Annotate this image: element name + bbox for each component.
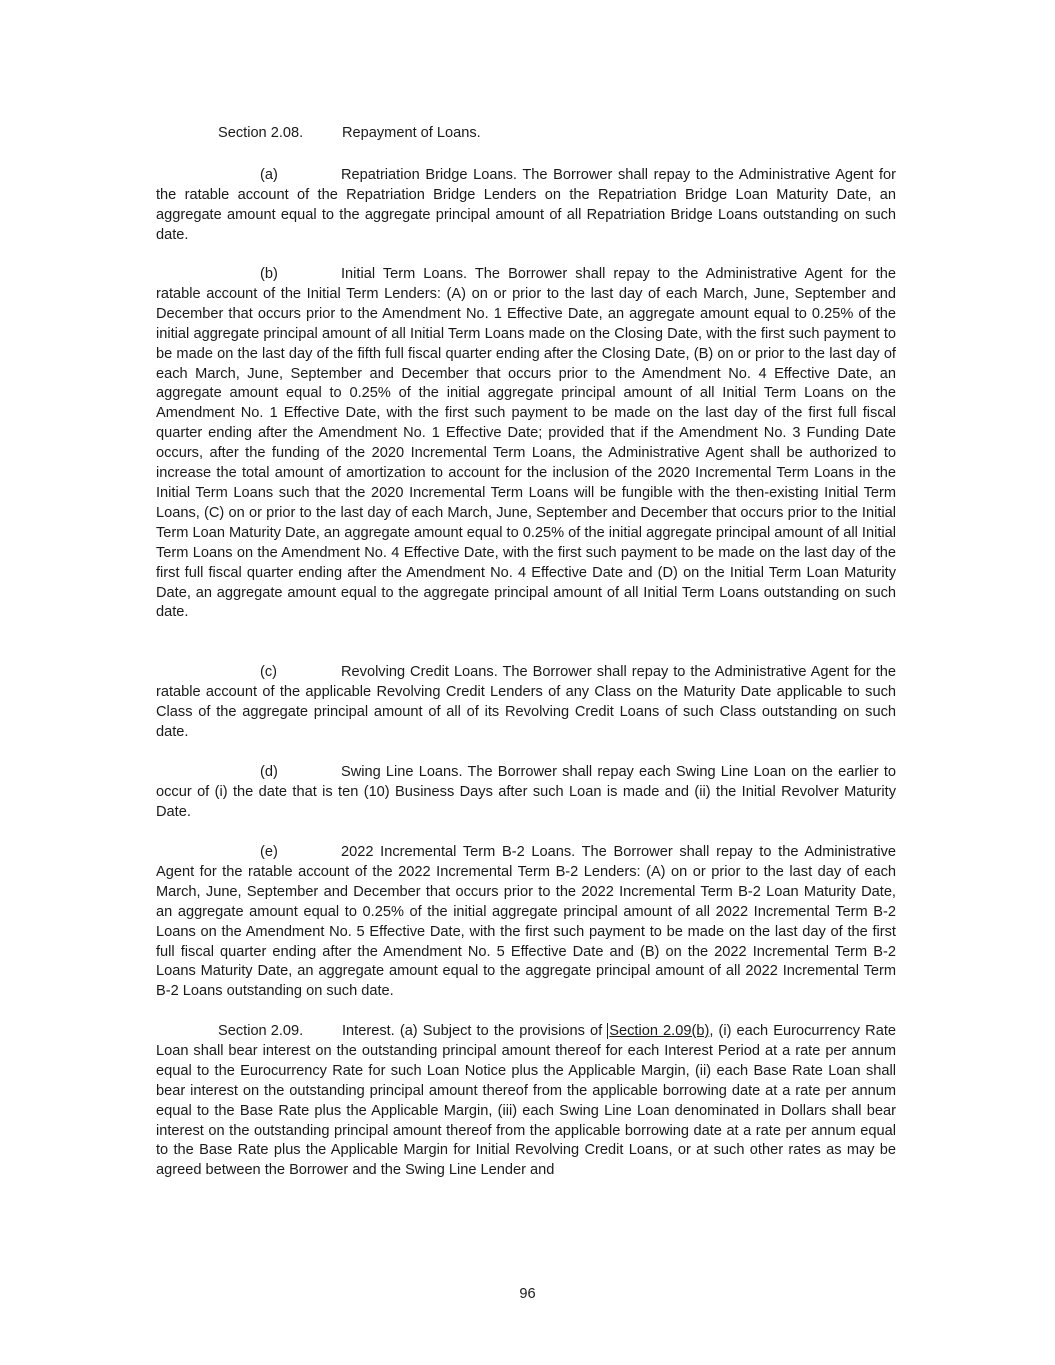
section-2-09b-cross-reference-link[interactable]: Section 2.09(b) — [609, 1023, 710, 1039]
section-2-08-number: Section 2.08. — [218, 125, 304, 141]
paragraph-b-text-1: The Borrower shall repay to the Administrative Agent for the ratable account of the Initial Term Lenders: (A) on or prior to the last day of each March, June, September and December that occurs prior to the Amendment No. 1 Effective Date, an aggregate amount equal to 0.25% of the initial aggregate principal amount of all Initial Term Loans made on the Closing Date, with the first such payment to be made on the last day of the fifth full fiscal quarter ending after the Closing Date, (B) on or prior to the last day of each March, June, September and December that occurs prior to the Amendment No. 4 Effective Date, an aggregate amount equal to 0.25% of the initial aggregate principal amount of all Initial Term Loans on the Amendment No. 1 Effective Date, with the first such payment to be made on the last day of the first full fiscal quarter ending after the Amendment No. 1 Effective Date; — [156, 266, 896, 442]
paragraph-b-heading: Initial Term Loans. — [341, 266, 468, 282]
paragraph-e-heading: 2022 Incremental Term B-2 Loans. — [341, 844, 576, 860]
paragraph-d-label: (d) — [260, 764, 278, 780]
paragraph-e-text: The Borrower shall repay to the Administrative Agent for the ratable account of the 2022 Incremental Term B-2 Lenders: (A) on or prior to the last day of each March, June, September and December that occurs prior to the 2022 Incremental Term B-2 Loan Maturity Date, an aggregate amount equal to 0.25% of the initial aggregate principal amount of all 2022 Incremental Term B-2 Loans on the Amendment No. 5 Effective Date, with the first such payment to be made on the last day of the first full fiscal quarter ending after the Amendment No. 5 Effective Date and (B) on the 2022 Incremental Term B-2 Loans Maturity Date, an aggregate amount equal to the aggregate principal amount of all 2022 Incremental Term B-2 Loans outstanding on such date. — [156, 844, 896, 1000]
section-2-09-number: Section 2.09. — [218, 1023, 304, 1039]
section-2-09-text-1: (a) Subject to the provisions of — [394, 1023, 608, 1039]
paragraph-d-heading: Swing Line Loans. — [341, 764, 463, 780]
paragraph-c — [156, 663, 896, 743]
paragraph-b-text-2: that if the Amendment No. 3 Funding Date occurs, after the funding of the 2020 Incremental Term Loans, the Administrative Agent shall be authorized to increase the total amount of amortization to account for the inclusion of the 2020 Incremental Term Loans in the Initial Term Loans such that the 2020 Incremental Term Loans will be fungible with the then-existing Initial Term Loans, (C) on or prior to the last day of each March, June, September and December that occurs prior to the Initial Term Loan Maturity Date, an aggregate amount equal to 0.25% of the initial aggregate principal amount of all Initial Term Loans on the Amendment No. 4 Effective Date, with the first such payment to be made on the last day of the first full fiscal quarter ending after the Amendment No. 4 Effective Date and (D) on the Initial Term Loan Maturity Date, an aggregate amount equal to the aggregate principal amount of all Initial Term Loans outstanding on such date. — [156, 425, 896, 621]
paragraph-c-heading: Revolving Credit Loans. — [341, 664, 498, 680]
paragraph-b — [156, 265, 896, 623]
paragraph-c-label: (c) — [260, 664, 278, 680]
section-2-09-title: Interest. — [342, 1023, 395, 1039]
section-2-09 — [156, 1022, 896, 1181]
section-2-08-heading — [218, 124, 481, 144]
paragraph-a-text: The Borrower shall repay to the Administrative Agent for the ratable account of the Repatriation Bridge Lenders on the Repatriation Bridge Loan Maturity Date, an aggregate amount equal to the aggregate principal amount of all Repatriation Bridge Loans outstanding on such date. — [156, 167, 896, 243]
section-2-09-text-2: , (i) each Eurocurrency Rate Loan shall bear interest on the outstanding principal amount thereof for each Interest Period at a rate per annum equal to the Eurocurrency Rate for such Loan Notice plus the Applicable Margin, (ii) each Base Rate Loan shall bear interest on the outstanding principal amount thereof from the applicable borrowing date at a rate per annum equal to the Base Rate plus the Applicable Margin, (iii) each Swing Line Loan denominated in Dollars shall bear interest on the outstanding principal amount thereof from the applicable borrowing date at a rate per annum equal to the Base Rate plus the Applicable Margin for Initial Revolving Credit Loans, or at such other rates as may be agreed between the Borrower and the Swing Line Lender and — [156, 1023, 896, 1179]
paragraph-d — [156, 763, 896, 823]
paragraph-d-text: The Borrower shall repay each Swing Line Loan on the earlier to occur of (i) the date that is ten (10) Business Days after such Loan is made and (ii) the Initial Revolver Maturity Date. — [156, 764, 896, 820]
paragraph-c-text: The Borrower shall repay to the Administrative Agent for the ratable account of the applicable Revolving Credit Lenders of any Class on the Maturity Date applicable to such Class of the aggregate principal amount of all of its Revolving Credit Loans of such Class outstanding on such date. — [156, 664, 896, 740]
section-2-08-title: Repayment of Loans. — [342, 125, 481, 141]
paragraph-e — [156, 843, 896, 1002]
paragraph-a — [156, 166, 896, 246]
page-number: 96 — [519, 1286, 536, 1302]
paragraph-a-label: (a) — [260, 167, 278, 183]
paragraph-b-proviso: provided — [548, 425, 605, 442]
paragraph-a-heading: Repatriation Bridge Loans. — [341, 167, 517, 183]
paragraph-e-label: (e) — [260, 844, 278, 860]
paragraph-b-label: (b) — [260, 266, 278, 282]
